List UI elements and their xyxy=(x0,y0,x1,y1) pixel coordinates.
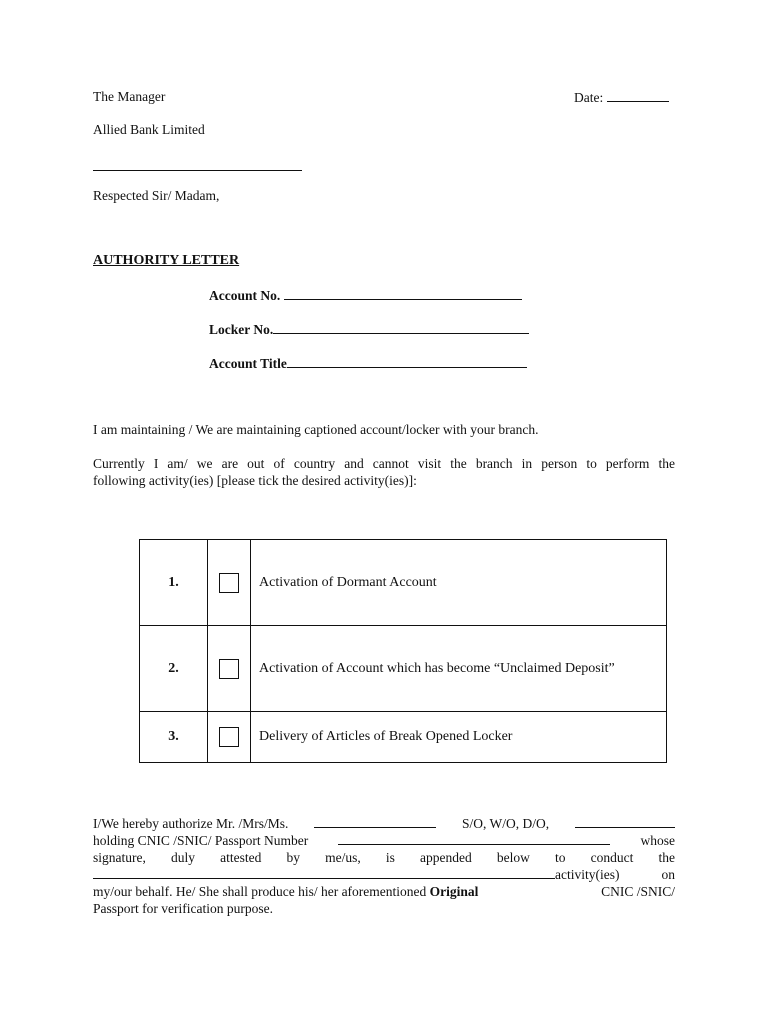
maintaining-statement: I am maintaining / We are maintaining captioned account/locker with your branch. xyxy=(93,422,539,437)
account-title-blank[interactable] xyxy=(287,355,527,368)
authorized-person-blank[interactable] xyxy=(314,815,436,828)
relation-text: S/O, W/O, D/O, xyxy=(462,816,550,831)
date-label: Date: xyxy=(574,90,604,105)
activities-table xyxy=(139,539,667,763)
activity-text: Activation of Dormant Account xyxy=(251,540,667,626)
activity-blank[interactable] xyxy=(93,866,555,879)
behalf-text: my/our behalf. He/ She shall produce his/ her aforementioned xyxy=(93,884,427,899)
account-title-label: Account Title xyxy=(209,356,287,371)
paragraph-line xyxy=(93,832,675,849)
paragraph-line xyxy=(93,815,675,832)
authorize-text: I/We hereby authorize Mr. /Mrs/Ms. xyxy=(93,816,289,831)
paragraph-line xyxy=(93,883,675,900)
activity-text: activity(ies) xyxy=(555,867,620,882)
table-row xyxy=(140,712,667,763)
paragraph-line xyxy=(93,866,675,883)
activity-text: Delivery of Articles of Break Opened Locker xyxy=(251,712,667,763)
paragraph-line: Passport for verification purpose. xyxy=(93,901,273,916)
paragraph-line: following activity(ies) [please tick the desired activity(ies)]: xyxy=(93,473,417,488)
activity-checkbox-cell xyxy=(208,712,251,763)
locker-no-field[interactable] xyxy=(209,321,529,338)
authorization-paragraph xyxy=(93,815,675,917)
checkbox[interactable] xyxy=(219,659,239,679)
account-no-blank[interactable] xyxy=(284,287,522,300)
locker-no-label: Locker No. xyxy=(209,322,274,337)
salutation: Respected Sir/ Madam, xyxy=(93,188,220,203)
activity-number: 3. xyxy=(140,712,208,763)
cnic-text: CNIC /SNIC/ xyxy=(601,884,675,899)
date-blank[interactable] xyxy=(607,89,669,102)
account-no-field[interactable] xyxy=(209,287,522,304)
recipient-title: The Manager xyxy=(93,89,166,104)
paragraph-line: Currently I am/ we are out of country and cannot visit the branch in person to perform the xyxy=(93,456,675,471)
activity-checkbox-cell xyxy=(208,540,251,626)
activity-text: Activation of Account which has become “Unclaimed Deposit” xyxy=(251,626,667,712)
relation-name-blank[interactable] xyxy=(575,815,675,828)
activity-number: 2. xyxy=(140,626,208,712)
checkbox[interactable] xyxy=(219,573,239,593)
id-number-blank[interactable] xyxy=(338,832,610,845)
activity-checkbox-cell xyxy=(208,626,251,712)
holding-text: holding CNIC /SNIC/ Passport Number xyxy=(93,833,309,848)
letter-title: AUTHORITY LETTER xyxy=(93,253,240,268)
date-field[interactable] xyxy=(574,89,669,106)
branch-blank[interactable] xyxy=(93,158,302,171)
account-title-field[interactable] xyxy=(209,355,527,372)
table-row xyxy=(140,540,667,626)
checkbox[interactable] xyxy=(219,727,239,747)
out-of-country-paragraph xyxy=(93,455,675,489)
recipient-bank: Allied Bank Limited xyxy=(93,122,205,137)
original-text: Original xyxy=(429,884,479,899)
whose-text: whose xyxy=(640,833,675,848)
paragraph-line: signature, duly attested by me/us, is appended below to conduct the xyxy=(93,850,675,865)
on-text: on xyxy=(661,867,675,882)
account-no-label: Account No. xyxy=(209,288,281,303)
activity-number: 1. xyxy=(140,540,208,626)
table-row xyxy=(140,626,667,712)
locker-no-blank[interactable] xyxy=(273,321,529,334)
